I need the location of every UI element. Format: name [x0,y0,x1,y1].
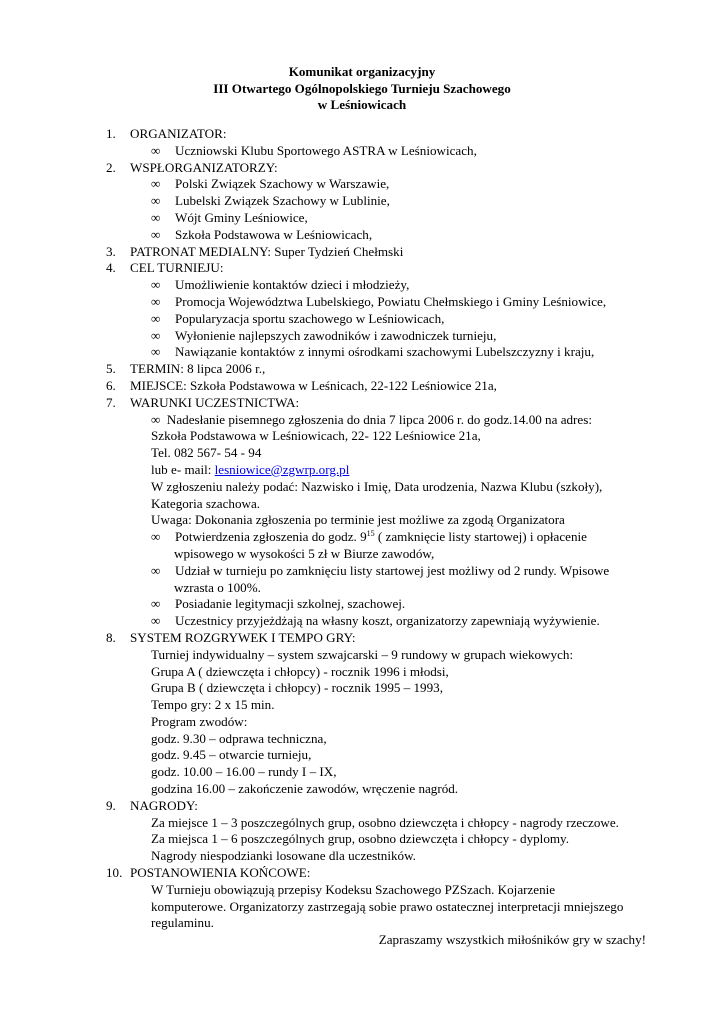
document-title [0,64,724,114]
title-line-2: III Otwartego Ogólnopolskiego Turnieju Szachowego [213,80,511,96]
list-item: ∞ Umożliwienie kontaktów dzieci i młodzieży, [151,277,410,293]
list-item: ∞ Nadesłanie pisemnego zgłoszenia do dnia 7 lipca 2006 r. do godz.14.00 na adres: [151,411,592,427]
info-line: Kategoria szachowa. [151,495,261,511]
text-line: godz. 10.00 – 16.00 – rundy I – IX, [151,764,337,780]
list-item-continuation: wzrasta o 100%. [174,579,261,595]
text-line: W Turnieju obowiązują przepisy Kodeksu Szachowego PZSzach. Kojarzenie [151,881,556,897]
document-body [106,126,646,949]
infinity-bullet-icon: ∞ [151,596,161,612]
text-line: godz. 9.30 – odprawa techniczna, [151,730,327,746]
address-line: Szkoła Podstawowa w Leśniowicach, 22- 122 Leśniowice 21a, [151,428,481,444]
text-line: Za miejsca 1 – 6 poszczególnych grup, osobno dziewczęta i chłopcy - dyplomy. [151,831,570,847]
section-heading: WARUNKI UCZESTNICTWA: [130,394,300,410]
title-line-1: Komunikat organizacyjny [288,64,436,79]
text-line: Grupa B ( dziewczęta i chłopcy) - rocznik 1995 – 1993, [151,680,443,696]
section-number: 9. [106,797,116,813]
infinity-bullet-icon: ∞ [151,562,161,578]
infinity-bullet-icon: ∞ [151,277,161,293]
section-heading: WSPŁORGANIZATORZY: [130,159,278,175]
infinity-bullet-icon: ∞ [151,142,161,158]
section-goals [106,260,646,277]
section-game-system [106,630,646,647]
section-place [106,378,646,395]
section-heading: MIEJSCE: Szkoła Podstawowa w Leśnicach, 22-122 Leśniowice 21a, [130,377,497,393]
email-line: lub e- mail: lesniowice@zgwrp.org.pl [151,461,350,477]
section-number: 10. [106,865,123,881]
text-line: komputerowe. Organizatorzy zastrzegają sobie prawo ostatecznej interpretacji mniejszego [151,898,624,914]
list-item: ∞ Nawiązanie kontaktów z innymi ośrodkami szachowymi Lubelszczyzny i kraju, [151,344,595,360]
infinity-bullet-icon: ∞ [151,193,161,209]
list-item: ∞ Potwierdzenia zgłoszenia do godz. $9^{15}$ ( zamknięcie listy startowej) i opłacenie [151,529,587,545]
section-heading: POSTANOWIENIA KOŃCOWE: [130,865,311,881]
section-number: 7. [106,394,116,410]
section-number: 1. [106,126,116,141]
section-heading: TERMIN: 8 lipca 2006 r., [130,361,266,377]
text-line: Grupa A ( dziewczęta i chłopcy) - rocznik 1996 i młodsi, [151,663,449,679]
list-item: ∞ Promocja Województwa Lubelskiego, Powiatu Chełmskiego i Gminy Leśniowice, [151,293,607,309]
section-number: 6. [106,377,116,393]
section-final-provisions [106,865,646,882]
list-item: ∞ Lubelski Związek Szachowy w Lublinie, [151,193,390,209]
list-item: ∞ Wójt Gminy Leśniowice, [151,209,308,225]
infinity-bullet-icon: ∞ [151,613,161,629]
list-item: ∞ Polski Związek Szachowy w Warszawie, [151,176,390,192]
note-line: Uwaga: Dokonania zgłoszenia po terminie jest możliwe za zgodą Organizatora [151,512,565,528]
section-heading: PATRONAT MEDIALNY: Super Tydzień Chełmski [130,243,404,259]
text-line: Tempo gry: 2 x 15 min. [151,697,275,713]
section-heading: ORGANIZATOR: [130,126,227,141]
list-item: ∞ Uczestnicy przyjeżdżają na własny koszt, organizatorzy zapewniają wyżywienie. [151,613,600,629]
section-heading: NAGRODY: [130,797,198,813]
email-link[interactable]: lesniowice@zgwrp.org.pl [214,461,350,477]
text-line: Nagrody niespodzianki losowane dla uczestników. [151,848,416,864]
section-media-patronage [106,244,646,261]
section-number: 2. [106,159,116,175]
section-organizer [106,126,646,143]
section-prizes [106,798,646,815]
list-item: ∞ Posiadanie legitymacji szkolnej, szachowej. [151,596,406,612]
section-number: 8. [106,629,116,645]
infinity-bullet-icon: ∞ [151,529,161,545]
title-line-3: w Leśniowicach [317,97,407,113]
section-number: 5. [106,361,116,377]
section-number: 3. [106,243,116,259]
section-heading: SYSTEM ROZGRYWEK I TEMPO GRY: [130,629,356,645]
text-line: godz. 9.45 – otwarcie turnieju, [151,747,312,763]
text-line: godzina 16.00 – zakończenie zawodów, wręczenie nagród. [151,781,459,797]
section-co-organizers [106,160,646,177]
list-item: ∞ Wyłonienie najlepszych zawodników i zawodniczek turnieju, [151,327,497,343]
text-line: Turniej indywidualny – system szwajcarski – 9 rundowy w grupach wiekowych: [151,646,574,662]
info-line: W zgłoszeniu należy podać: Nazwisko i Imię, Data urodzenia, Nazwa Klubu (szkoły), [151,478,603,494]
text-line: regulaminu. [151,915,214,931]
infinity-bullet-icon: ∞ [151,176,161,192]
section-participation [106,395,646,412]
infinity-bullet-icon: ∞ [151,327,161,343]
phone-line: Tel. 082 567- 54 - 94 [151,445,262,461]
section-heading: CEL TURNIEJU: [130,260,224,276]
text-line: Za miejsce 1 – 3 poszczególnych grup, osobno dziewczęta i chłopcy - nagrody rzeczowe. [151,814,619,830]
section-date [106,361,646,378]
text-line: Program zwodów: [151,713,248,729]
infinity-bullet-icon: ∞ [151,209,161,225]
infinity-bullet-icon: ∞ [151,344,161,360]
infinity-bullet-icon: ∞ [151,310,161,326]
list-item-continuation: wpisowego w wysokości 5 zł w Biurze zawodów, [174,545,435,561]
list-item: ∞ Udział w turnieju po zamknięciu listy startowej jest możliwy od 2 rundy. Wpisowe [151,562,610,578]
list-item: ∞ Szkoła Podstawowa w Leśniowicach, [151,226,373,242]
section-number: 4. [106,260,116,276]
infinity-bullet-icon: ∞ [151,226,161,242]
closing-line: Zapraszamy wszystkich miłośników gry w szachy! [378,932,646,948]
list-item: ∞ Popularyzacja sportu szachowego w Leśniowicach, [151,310,445,326]
list-item: ∞ Uczniowski Klubu Sportowego ASTRA w Leśniowicach, [151,142,477,158]
infinity-bullet-icon: ∞ [151,411,161,427]
infinity-bullet-icon: ∞ [151,293,161,309]
